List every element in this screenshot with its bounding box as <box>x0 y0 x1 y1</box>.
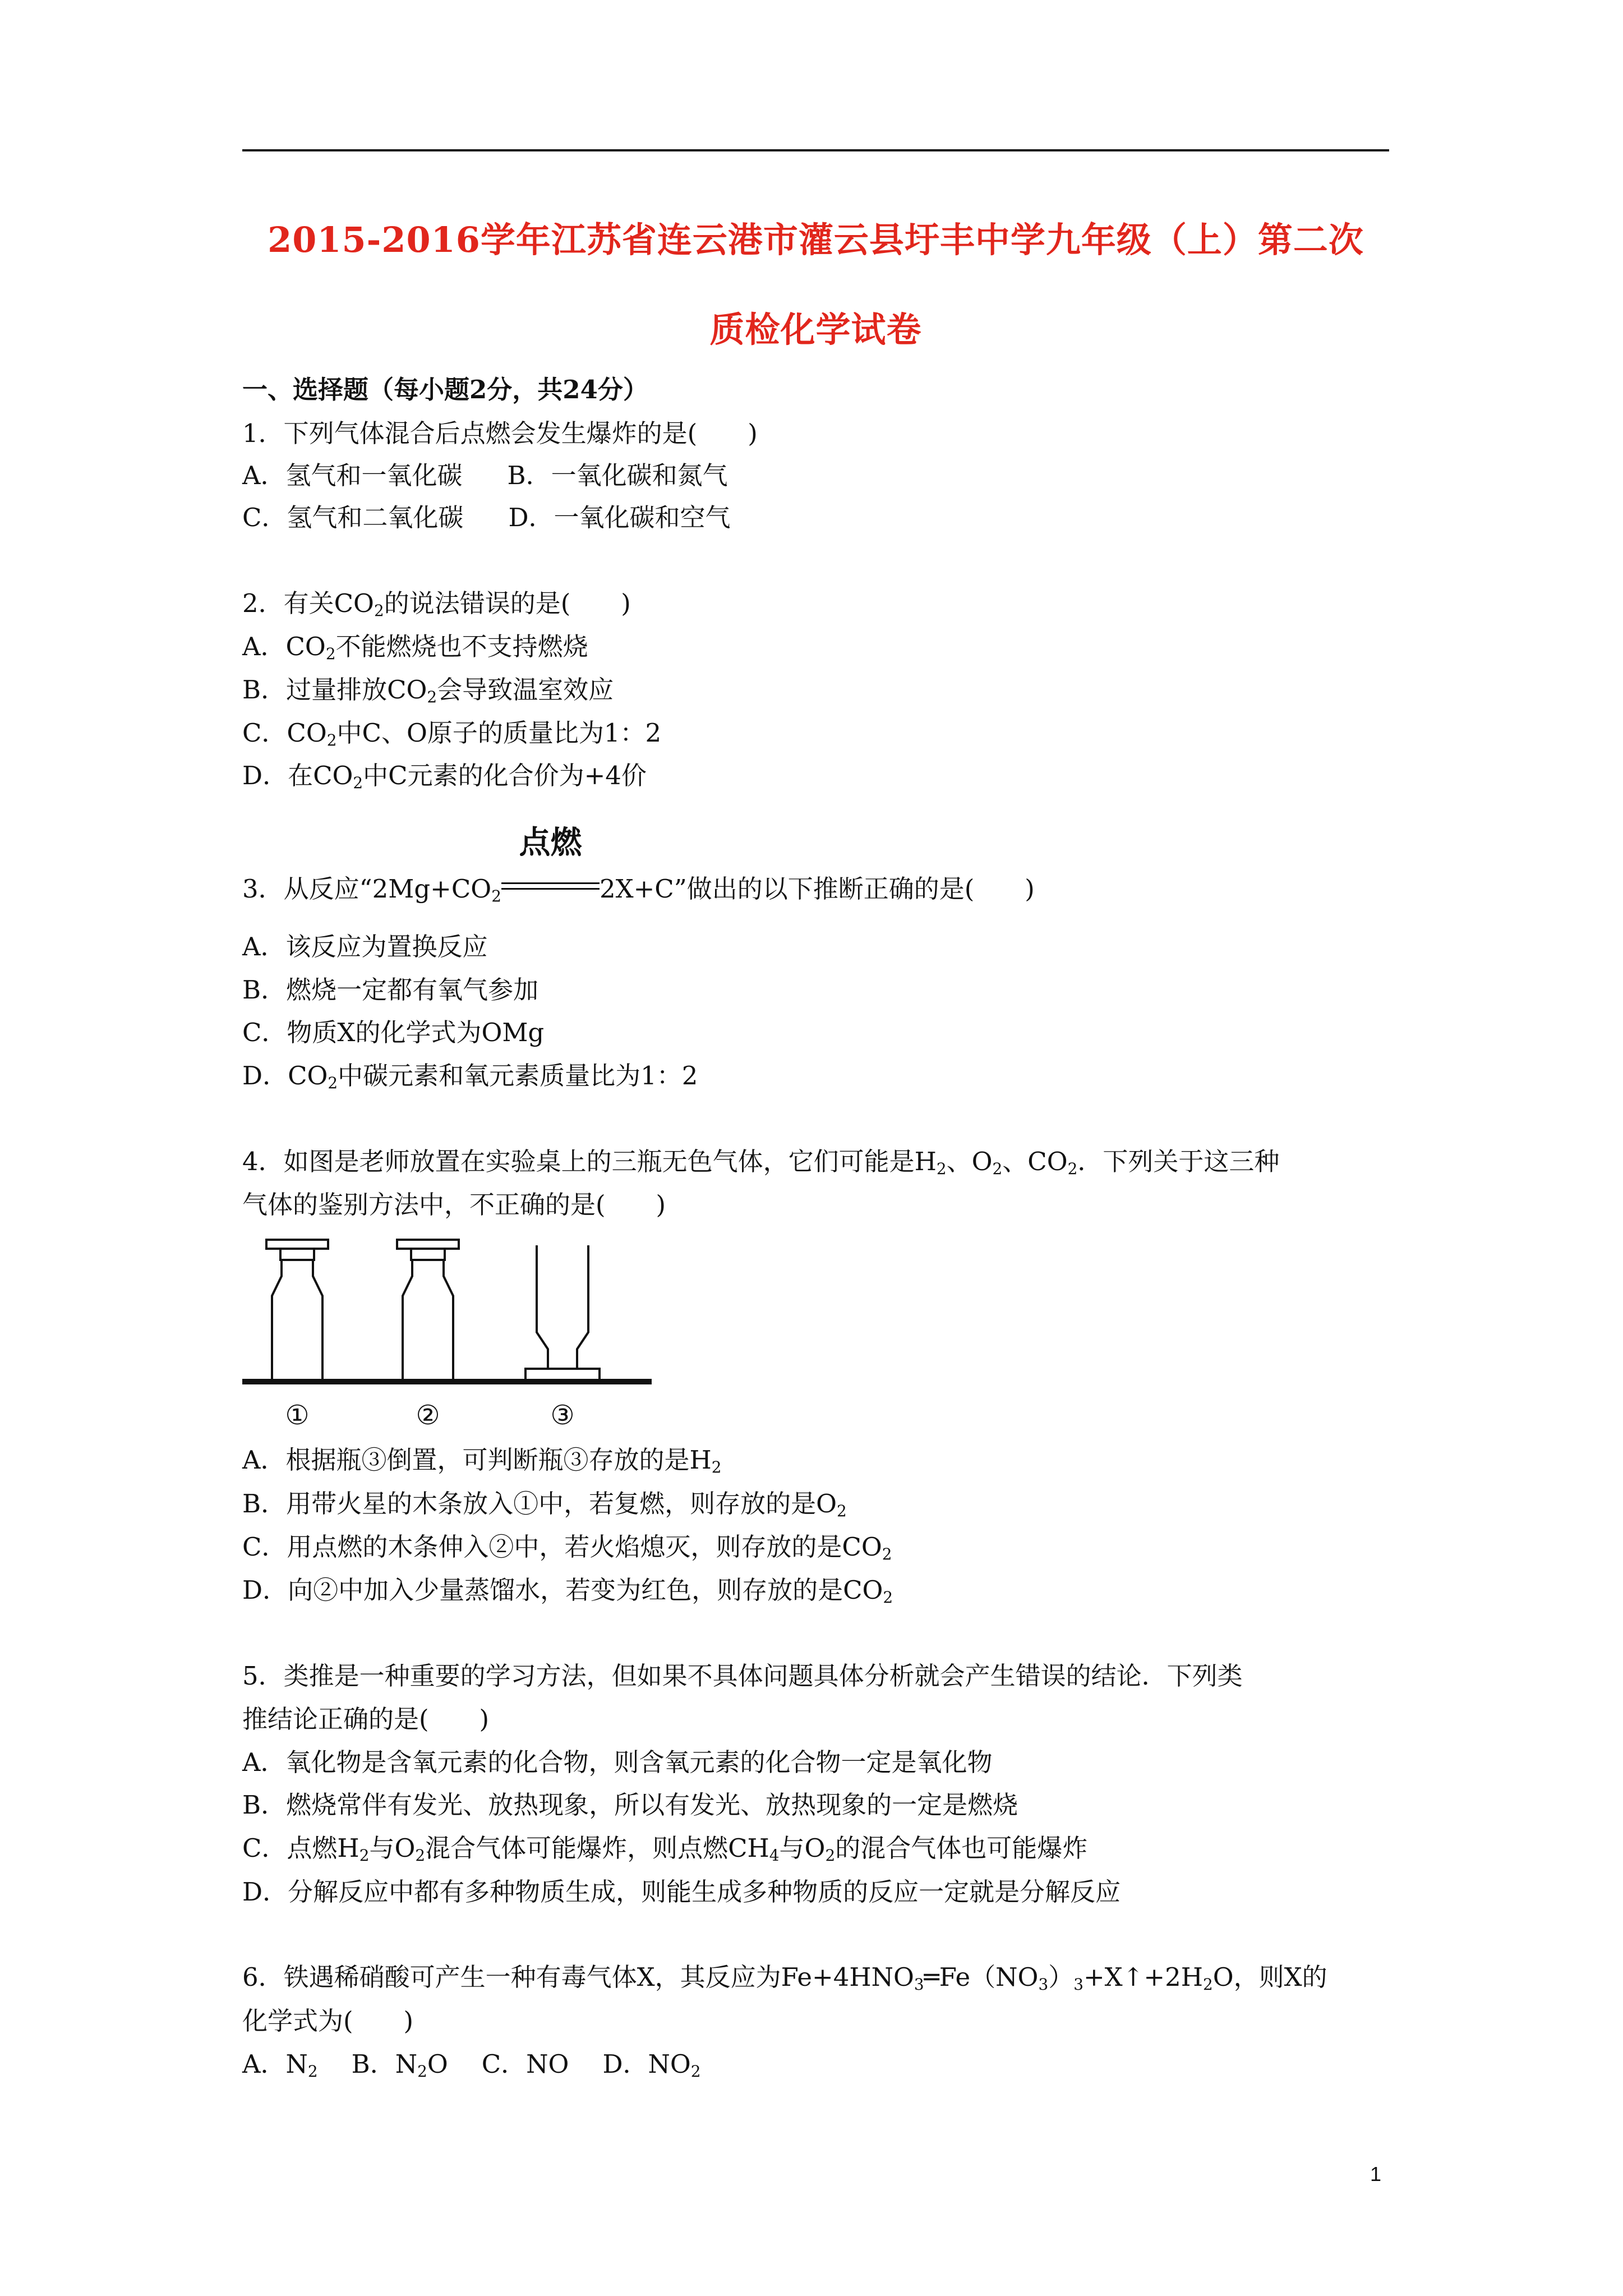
q1-stem: 1．下列气体混合后点燃会发生爆炸的是( ) <box>242 418 758 448</box>
q4-option-d <box>242 1575 893 1607</box>
q2-stem <box>242 588 631 620</box>
q5-option-b: B．燃烧常伴有发光、放热现象，所以有发光、放热现象的一定是燃烧 <box>242 1790 1018 1820</box>
q5-option-c-text: 的混合气体也可能爆炸 <box>835 1833 1088 1863</box>
q6-stem-text: +X↑+2H <box>1083 1962 1203 1992</box>
reaction-condition-arrow <box>501 825 600 898</box>
q6-stem-text: O，则X的 <box>1212 1962 1327 1992</box>
q3-option-d-text: D．CO <box>242 1061 328 1091</box>
subscript: 2 <box>711 1457 722 1476</box>
q6-option-b-text: B．N <box>351 2049 418 2079</box>
q2-option-b <box>242 675 614 706</box>
q6-option-d-text: D．NO <box>602 2049 691 2079</box>
subscript: 2 <box>326 730 337 749</box>
q3-stem-text: 3．从反应“2Mg+CO <box>242 874 492 904</box>
subscript: 2 <box>992 1159 1003 1178</box>
q5-option-c-text: 与O <box>369 1833 416 1863</box>
q5-stem-line1: 5．类推是一种重要的学习方法，但如果不具体问题具体分析就会产生错误的结论．下列类 <box>242 1661 1243 1691</box>
subscript: 3 <box>1038 1975 1049 1994</box>
q6-option-c: C．NO <box>481 2049 569 2079</box>
q3-option-a: A．该反应为置换反应 <box>242 932 488 961</box>
q5-option-c-text: C．点燃H <box>242 1833 359 1863</box>
subscript: 2 <box>1202 1975 1213 1994</box>
subscript: 2 <box>325 644 336 663</box>
q6-option-d <box>602 2049 700 2079</box>
q6-stem-text: ） <box>1048 1962 1074 1992</box>
section-heading: 一、选择题（每小题2分，共24分） <box>242 375 648 404</box>
subscript: 2 <box>417 2062 427 2081</box>
q5-option-d: D．分解反应中都有多种物质生成，则能生成多种物质的反应一定就是分解反应 <box>242 1877 1121 1907</box>
subscript: 2 <box>836 1501 847 1520</box>
q4-option-d-text: D．向②中加入少量蒸馏水，若变为红色，则存放的是CO <box>242 1575 883 1605</box>
q2-stem-text: 2．有关CO <box>242 588 374 618</box>
q2-option-d-text: 中C元素的化合价为+4价 <box>363 761 647 790</box>
subscript: 4 <box>769 1846 780 1865</box>
q4-stem-text: ．下列关于这三种 <box>1077 1147 1280 1176</box>
q4-option-c-text: C．用点燃的木条伸入②中，若火焰熄灭，则存放的是CO <box>242 1532 882 1562</box>
subscript: 2 <box>936 1159 947 1178</box>
q3-stem <box>242 825 1035 905</box>
subscript: 2 <box>825 1846 836 1865</box>
q3-stem-text: 2X+C”做出的以下推断正确的是( ) <box>599 874 1035 904</box>
q4-stem-text: 、CO <box>1002 1147 1068 1176</box>
subscript: 2 <box>491 886 501 905</box>
bottle-1-stopper-plate <box>266 1240 328 1249</box>
q5-option-c <box>242 1833 1088 1865</box>
gas-bottles-drawing <box>242 1234 663 1402</box>
bottle-1-stopper <box>280 1249 314 1260</box>
q1-option-b: B．一氧化碳和氮气 <box>507 461 728 490</box>
q2-option-b-text: 会导致温室效应 <box>437 675 614 705</box>
subscript: 3 <box>914 1975 924 1994</box>
q2-option-a-text: A．CO <box>242 632 326 661</box>
exam-title-line2: 质检化学试卷 <box>709 309 922 350</box>
subscript: 2 <box>690 2062 701 2081</box>
subscript: 3 <box>1073 1975 1083 1994</box>
q6-option-b <box>352 2049 448 2079</box>
gas-bottles-figure <box>242 1234 663 1436</box>
reaction-condition-label: 点燃 <box>519 825 582 861</box>
q5-option-c-text: 与O <box>779 1833 826 1863</box>
q6-option-a <box>242 2049 318 2079</box>
q6-stem-line1 <box>242 1962 1327 1994</box>
q2-option-a-text: 不能燃烧也不支持燃烧 <box>335 632 588 661</box>
bottle-2-stopper <box>411 1249 445 1260</box>
q6-stem-line2: 化学式为( ) <box>242 2006 414 2036</box>
q2-option-d-text: D．在CO <box>242 761 353 790</box>
q3-option-c: C．物质X的化学式为OMg <box>242 1018 545 1047</box>
bottle-1-label: ① <box>285 1400 310 1431</box>
bottle-2-body <box>403 1260 453 1380</box>
subscript: 2 <box>1067 1159 1078 1178</box>
subscript: 2 <box>427 687 437 706</box>
q2-option-c-text: 中C、O原子的质量比为1：2 <box>336 718 662 748</box>
q5-option-a: A．氧化物是含氧元素的化合物，则含氧元素的化合物一定是氧化物 <box>242 1747 993 1777</box>
q6-option-b-text: O <box>427 2049 448 2079</box>
q1-option-c: C．氢气和二氧化碳 <box>242 503 464 532</box>
q2-option-a <box>242 632 588 663</box>
q2-stem-text: 的说法错误的是( ) <box>384 588 631 618</box>
q1-option-d: D．一氧化碳和空气 <box>508 503 731 532</box>
exam-title-line1: 2015-2016学年江苏省连云港市灌云县圩丰中学九年级（上）第二次 <box>268 219 1364 260</box>
q4-option-a-text: A．根据瓶③倒置，可判断瓶③存放的是H <box>242 1445 712 1475</box>
lab-bench-surface <box>242 1379 652 1384</box>
header-rule <box>242 149 1389 151</box>
q3-option-b: B．燃烧一定都有氧气参加 <box>242 975 539 1005</box>
bottle-3-body <box>537 1245 588 1369</box>
q4-stem-line2: 气体的鉴别方法中，不正确的是( ) <box>242 1190 666 1220</box>
bottle-2-label: ② <box>416 1400 440 1431</box>
bottle-1-body <box>272 1260 322 1380</box>
q1-option-a: A．氢气和一氧化碳 <box>242 461 463 490</box>
q4-option-b-text: B．用带火星的木条放入①中，若复燃，则存放的是O <box>242 1489 837 1519</box>
q2-option-c <box>242 718 662 749</box>
subscript: 2 <box>415 1846 426 1865</box>
bottle-2-stopper-plate <box>397 1240 459 1249</box>
q6-option-a-text: A．N <box>242 2049 308 2079</box>
subscript: 2 <box>307 2062 318 2081</box>
q6-options <box>242 2049 701 2081</box>
q2-option-c-text: C．CO <box>242 718 327 748</box>
q6-stem-text: 6．铁遇稀硝酸可产生一种有毒气体X，其反应为Fe+4HNO <box>242 1962 914 1992</box>
q5-option-c-text: 混合气体可能爆炸，则点燃CH <box>425 1833 769 1863</box>
q1-options-row2 <box>242 505 731 530</box>
bottle-3-base-plate <box>525 1369 600 1380</box>
q4-stem-text: 、O <box>946 1147 993 1176</box>
subscript: 2 <box>353 773 363 792</box>
q4-option-c <box>242 1532 892 1563</box>
subscript: 2 <box>359 1846 370 1865</box>
q1-options-row1 <box>242 463 728 488</box>
subscript: 2 <box>883 1588 893 1607</box>
q3-option-d <box>242 1061 698 1092</box>
bottle-3-label: ③ <box>550 1400 575 1431</box>
subscript: 2 <box>882 1544 892 1563</box>
subscript: 2 <box>328 1073 338 1092</box>
page-number: 1 <box>1370 2162 1382 2185</box>
q4-stem-line1 <box>242 1147 1280 1178</box>
subscript: 2 <box>374 601 384 620</box>
q2-option-b-text: B．过量排放CO <box>242 675 427 705</box>
q4-stem-text: 4．如图是老师放置在实验桌上的三瓶无色气体，它们可能是H <box>242 1147 937 1176</box>
q2-option-d <box>242 761 647 792</box>
q4-option-a <box>242 1445 722 1476</box>
q4-option-b <box>242 1489 847 1520</box>
q3-option-d-text: 中碳元素和氧元素质量比为1：2 <box>338 1061 698 1091</box>
q6-stem-text: ═Fe（NO <box>924 1962 1039 1992</box>
q5-stem-line2: 推结论正确的是( ) <box>242 1704 490 1734</box>
